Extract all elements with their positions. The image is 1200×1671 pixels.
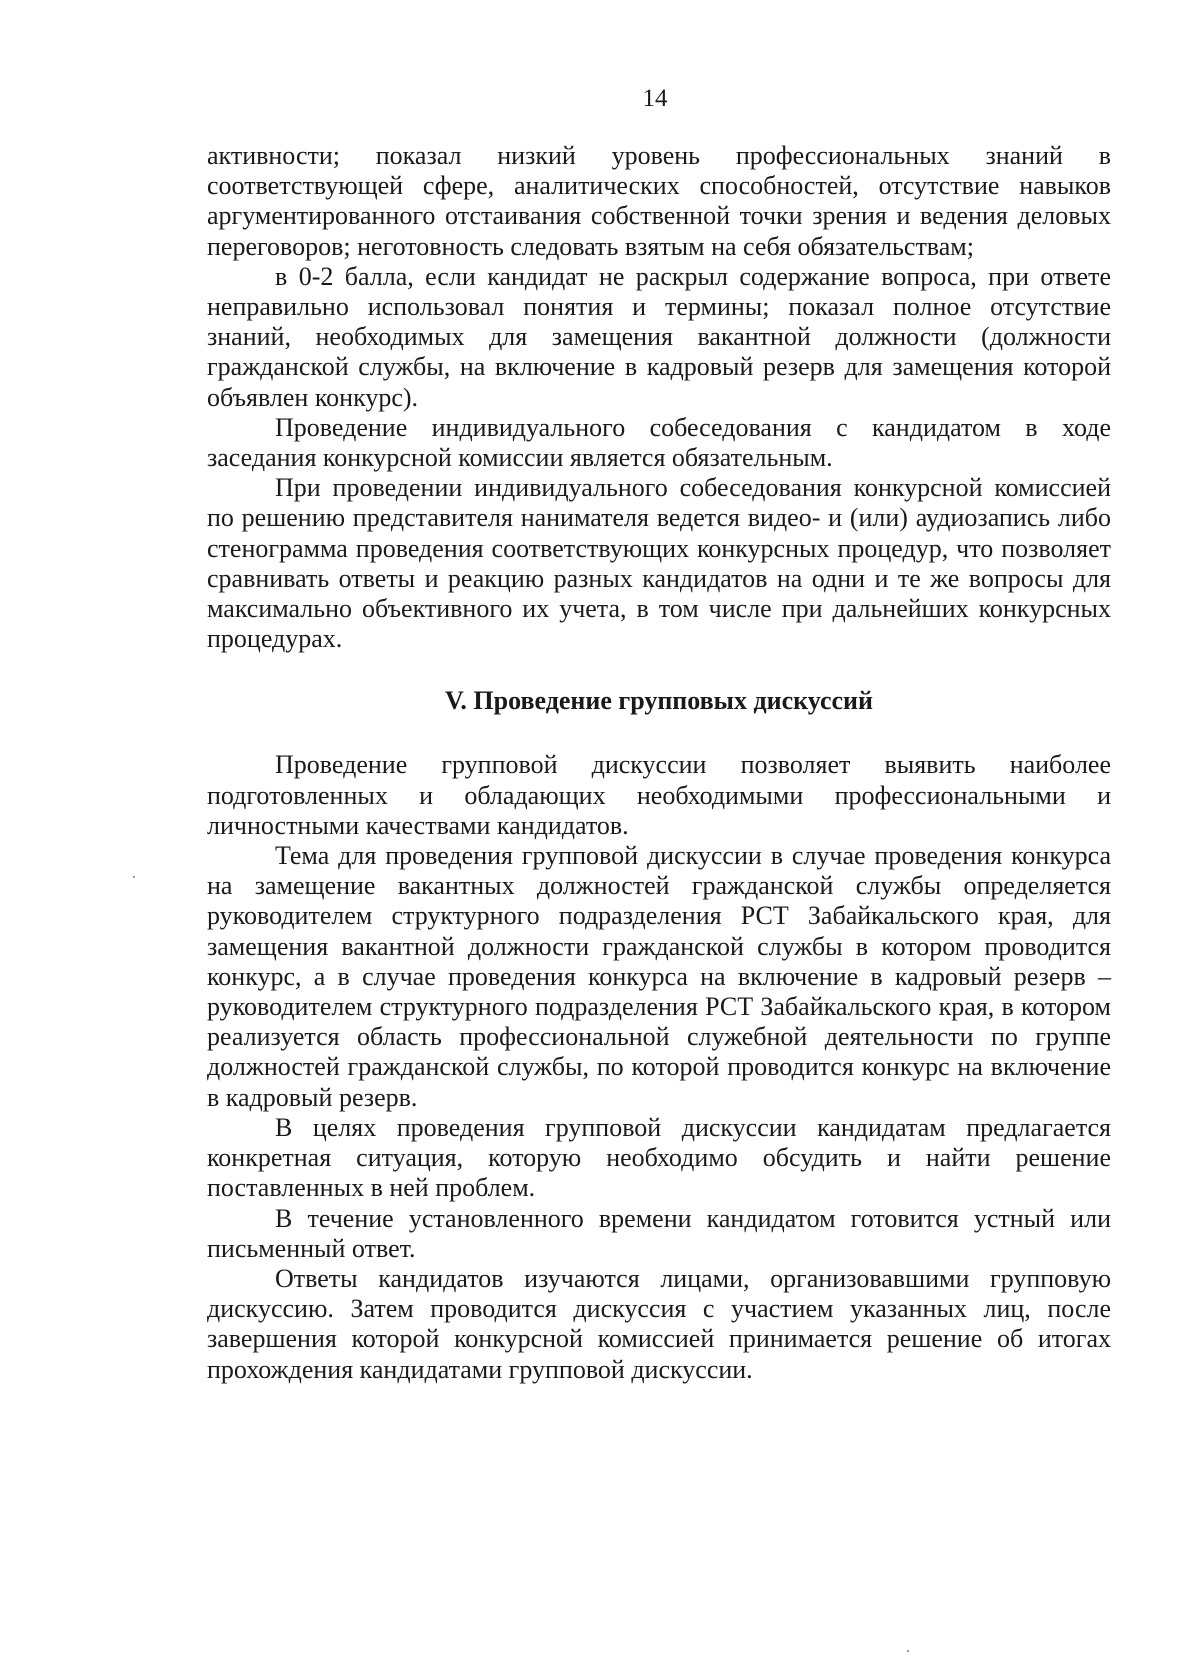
paragraph: Проведение групповой дискуссии позволяет выявить наиболее подготовленных и обладающих необходимыми профессиональными и личностными качествами кандидатов. (207, 750, 1111, 840)
paragraph: Тема для проведения групповой дискуссии в случае проведения конкурса на замещение вакантных должностей гражданской службы определяется руководителем структурного подразделения РСТ Забайкальского края, для замещения вакантной должности гражданской службы в котором проводится конкурс, а в случае проведения конкурса на включение в кадровый резерв – руководителем структурного подразделения РСТ Забайкальского края, в котором реализуется область профессиональной служебной деятельности по группе должностей гражданской службы, по которой проводится конкурс на включение в кадровый резерв. (207, 841, 1111, 1112)
section-heading: V. Проведение групповых дискуссий (445, 686, 873, 716)
scan-speck (133, 876, 135, 878)
scan-speck (907, 1650, 909, 1652)
paragraph: Ответы кандидатов изучаются лицами, организовавшими групповую дискуссию. Затем проводится дискуссия с участием указанных лиц, после завершения которой конкурсной комиссией принимается решение об итогах прохождения кандидатами групповой дискуссии. (207, 1263, 1111, 1384)
paragraph: В течение установленного времени кандидатом готовится устный или письменный ответ. (207, 1203, 1111, 1263)
paragraph: активности; показал низкий уровень профессиональных знаний в соответствующей сфере, аналитических способностей, отсутствие навыков аргументированного отстаивания собственной точки зрения и ведения деловых переговоров; неготовность следовать взятым на себя обязательствам; (207, 141, 1111, 261)
page-number: 14 (642, 85, 668, 112)
paragraph: При проведении индивидуального собеседования конкурсной комиссией по решению представителя нанимателя ведется видео- и (или) аудиозапись либо стенограмма проведения соответствующих конкурсных процедур, что позволяет сравнивать ответы и реакцию разных кандидатов на одни и те же вопросы для максимально объективного их учета, в том числе при дальнейших конкурсных процедурах. (207, 473, 1111, 654)
paragraph: В целях проведения групповой дискуссии кандидатам предлагается конкретная ситуация, которую необходимо обсудить и найти решение поставленных в ней проблем. (207, 1112, 1111, 1203)
paragraph: Проведение индивидуального собеседования с кандидатом в ходе заседания конкурсной комиссии является обязательным. (207, 412, 1111, 473)
document-body (207, 141, 1111, 1385)
paragraph: в 0-2 балла, если кандидат не раскрыл содержание вопроса, при ответе неправильно использовал понятия и термины; показал полное отсутствие знаний, необходимых для замещения вакантной должности (должности гражданской службы, на включение в кадровый резерв для замещения которой объявлен конкурс). (207, 261, 1111, 412)
